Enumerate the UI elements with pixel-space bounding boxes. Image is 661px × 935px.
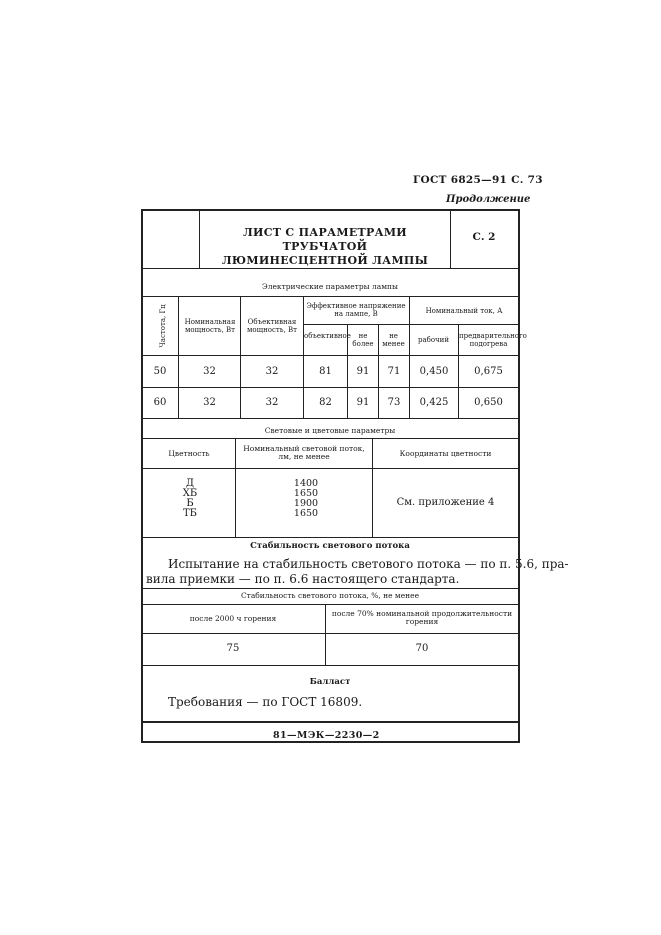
color-item: Б: [186, 498, 194, 509]
col-coords-header: Координаты цветности: [399, 449, 492, 458]
light-section-title: Световые и цветовые параметры: [264, 426, 396, 435]
cell-voltage-min: 71: [387, 366, 401, 377]
light-col-line-1: [235, 439, 236, 537]
stability-text-line2: вила приемки — по п. 6.6 настоящего стандарта.: [146, 572, 460, 586]
col-objective-power-header: Объективная мощность, Вт: [246, 318, 298, 334]
sheet-title-line1: ЛИСТ С ПАРАМЕТРАМИ ТРУБЧАТОЙ: [243, 226, 407, 253]
value-70: 70: [415, 643, 429, 654]
cell-voltage-objective: 82: [319, 397, 332, 408]
page-code: С. 2: [472, 231, 496, 243]
frame-top-line: [141, 209, 520, 211]
cell-voltage-objective: 81: [319, 366, 332, 377]
flux-list: [286, 479, 326, 519]
cell-frequency: 60: [153, 397, 167, 408]
cell-nominal-power: 32: [203, 397, 216, 408]
light-header-bottom: [141, 468, 519, 469]
col-effective-voltage-header: Эффективное напряжение на лампе, В: [306, 302, 406, 318]
stability-table-bottom: [141, 665, 519, 666]
frame-right-line: [518, 209, 520, 742]
col-nominal-current-header: Номинальный ток, А: [425, 307, 503, 315]
cell-objective-power: 32: [265, 397, 279, 408]
cell-voltage-max: 91: [356, 366, 370, 377]
flux-item: 1400: [293, 478, 319, 489]
electrical-row-divider: [141, 387, 519, 388]
current-sub-line: [409, 324, 519, 325]
electrical-title-line: [141, 296, 519, 297]
stability-header-bottom: [141, 633, 519, 634]
col-frequency-header: Частота, Гц: [159, 304, 167, 348]
cell-objective-power: 32: [265, 366, 279, 377]
sub-working-header: рабочий: [417, 336, 450, 344]
cell-voltage-max: 91: [356, 397, 370, 408]
col-nominal-power-header: Номинальная мощность, Вт: [184, 318, 236, 334]
cell-current-working: 0,450: [419, 366, 449, 377]
cell-nominal-power: 32: [203, 366, 216, 377]
stability-title-line: [141, 604, 519, 605]
cell-current-preheat: 0,650: [474, 397, 503, 408]
value-2000: 75: [226, 643, 240, 654]
cell-voltage-min: 73: [387, 397, 401, 408]
stability-col-line: [325, 604, 326, 665]
footer-code: 81—МЭК—2230—2: [273, 730, 380, 741]
continuation-label: Продолжение: [446, 194, 531, 205]
sub-not-more-header: не более: [352, 332, 374, 348]
voltage-sub-line: [303, 324, 409, 325]
color-item: ТБ: [182, 508, 198, 519]
flux-item: 1650: [293, 488, 319, 499]
frame-left-line: [141, 209, 143, 742]
sheet-title: [200, 226, 450, 268]
cell-current-preheat: 0,675: [474, 366, 503, 377]
electrical-table-bottom: [141, 418, 519, 419]
cell-frequency: 50: [153, 366, 167, 377]
col-2000-header: после 2000 ч горения: [189, 614, 277, 623]
col-70-header: после 70% номинальной продолжительности горения: [331, 609, 513, 626]
sheet-title-line2: ЛЮМИНЕСЦЕНТНОЙ ЛАМПЫ: [221, 254, 429, 267]
sub-objective-header: объективное: [304, 332, 351, 340]
standard-reference: ГОСТ 6825—91 С. 73: [413, 174, 543, 186]
stability-table-title: Стабильность светового потока, %, не менее: [240, 591, 420, 600]
coords-note: См. приложение 4: [396, 497, 495, 508]
color-list: [170, 479, 210, 519]
stability-heading: Стабильность светового потока: [250, 541, 410, 551]
cell-current-working: 0,425: [419, 397, 449, 408]
flux-item: 1900: [293, 498, 319, 509]
stability-text-line1: Испытание на стабильность светового потока — по п. 5.6, пра-: [168, 557, 569, 571]
ballast-heading: Балласт: [309, 677, 351, 687]
ballast-text: Требования — по ГОСТ 16809.: [168, 695, 363, 709]
col-color-header: Цветность: [168, 449, 210, 458]
title-bottom-line: [141, 268, 519, 269]
footer-top-line: [141, 721, 519, 723]
frame-bottom-line: [141, 741, 520, 743]
light-title-line: [141, 438, 519, 439]
light-table-bottom: [141, 537, 519, 538]
stability-table-top: [141, 588, 519, 589]
electrical-section-title: Электрические параметры лампы: [261, 282, 399, 291]
sub-not-less-header: не менее: [382, 332, 405, 348]
flux-item: 1650: [293, 508, 319, 519]
color-item: Д: [185, 478, 195, 489]
col-flux-header: Номинальный световой поток, лм, не менее: [243, 444, 365, 461]
color-item: ХБ: [182, 488, 198, 499]
electrical-header-bottom: [141, 355, 519, 356]
sub-preheat-header: предварительного подогрева: [459, 332, 527, 348]
